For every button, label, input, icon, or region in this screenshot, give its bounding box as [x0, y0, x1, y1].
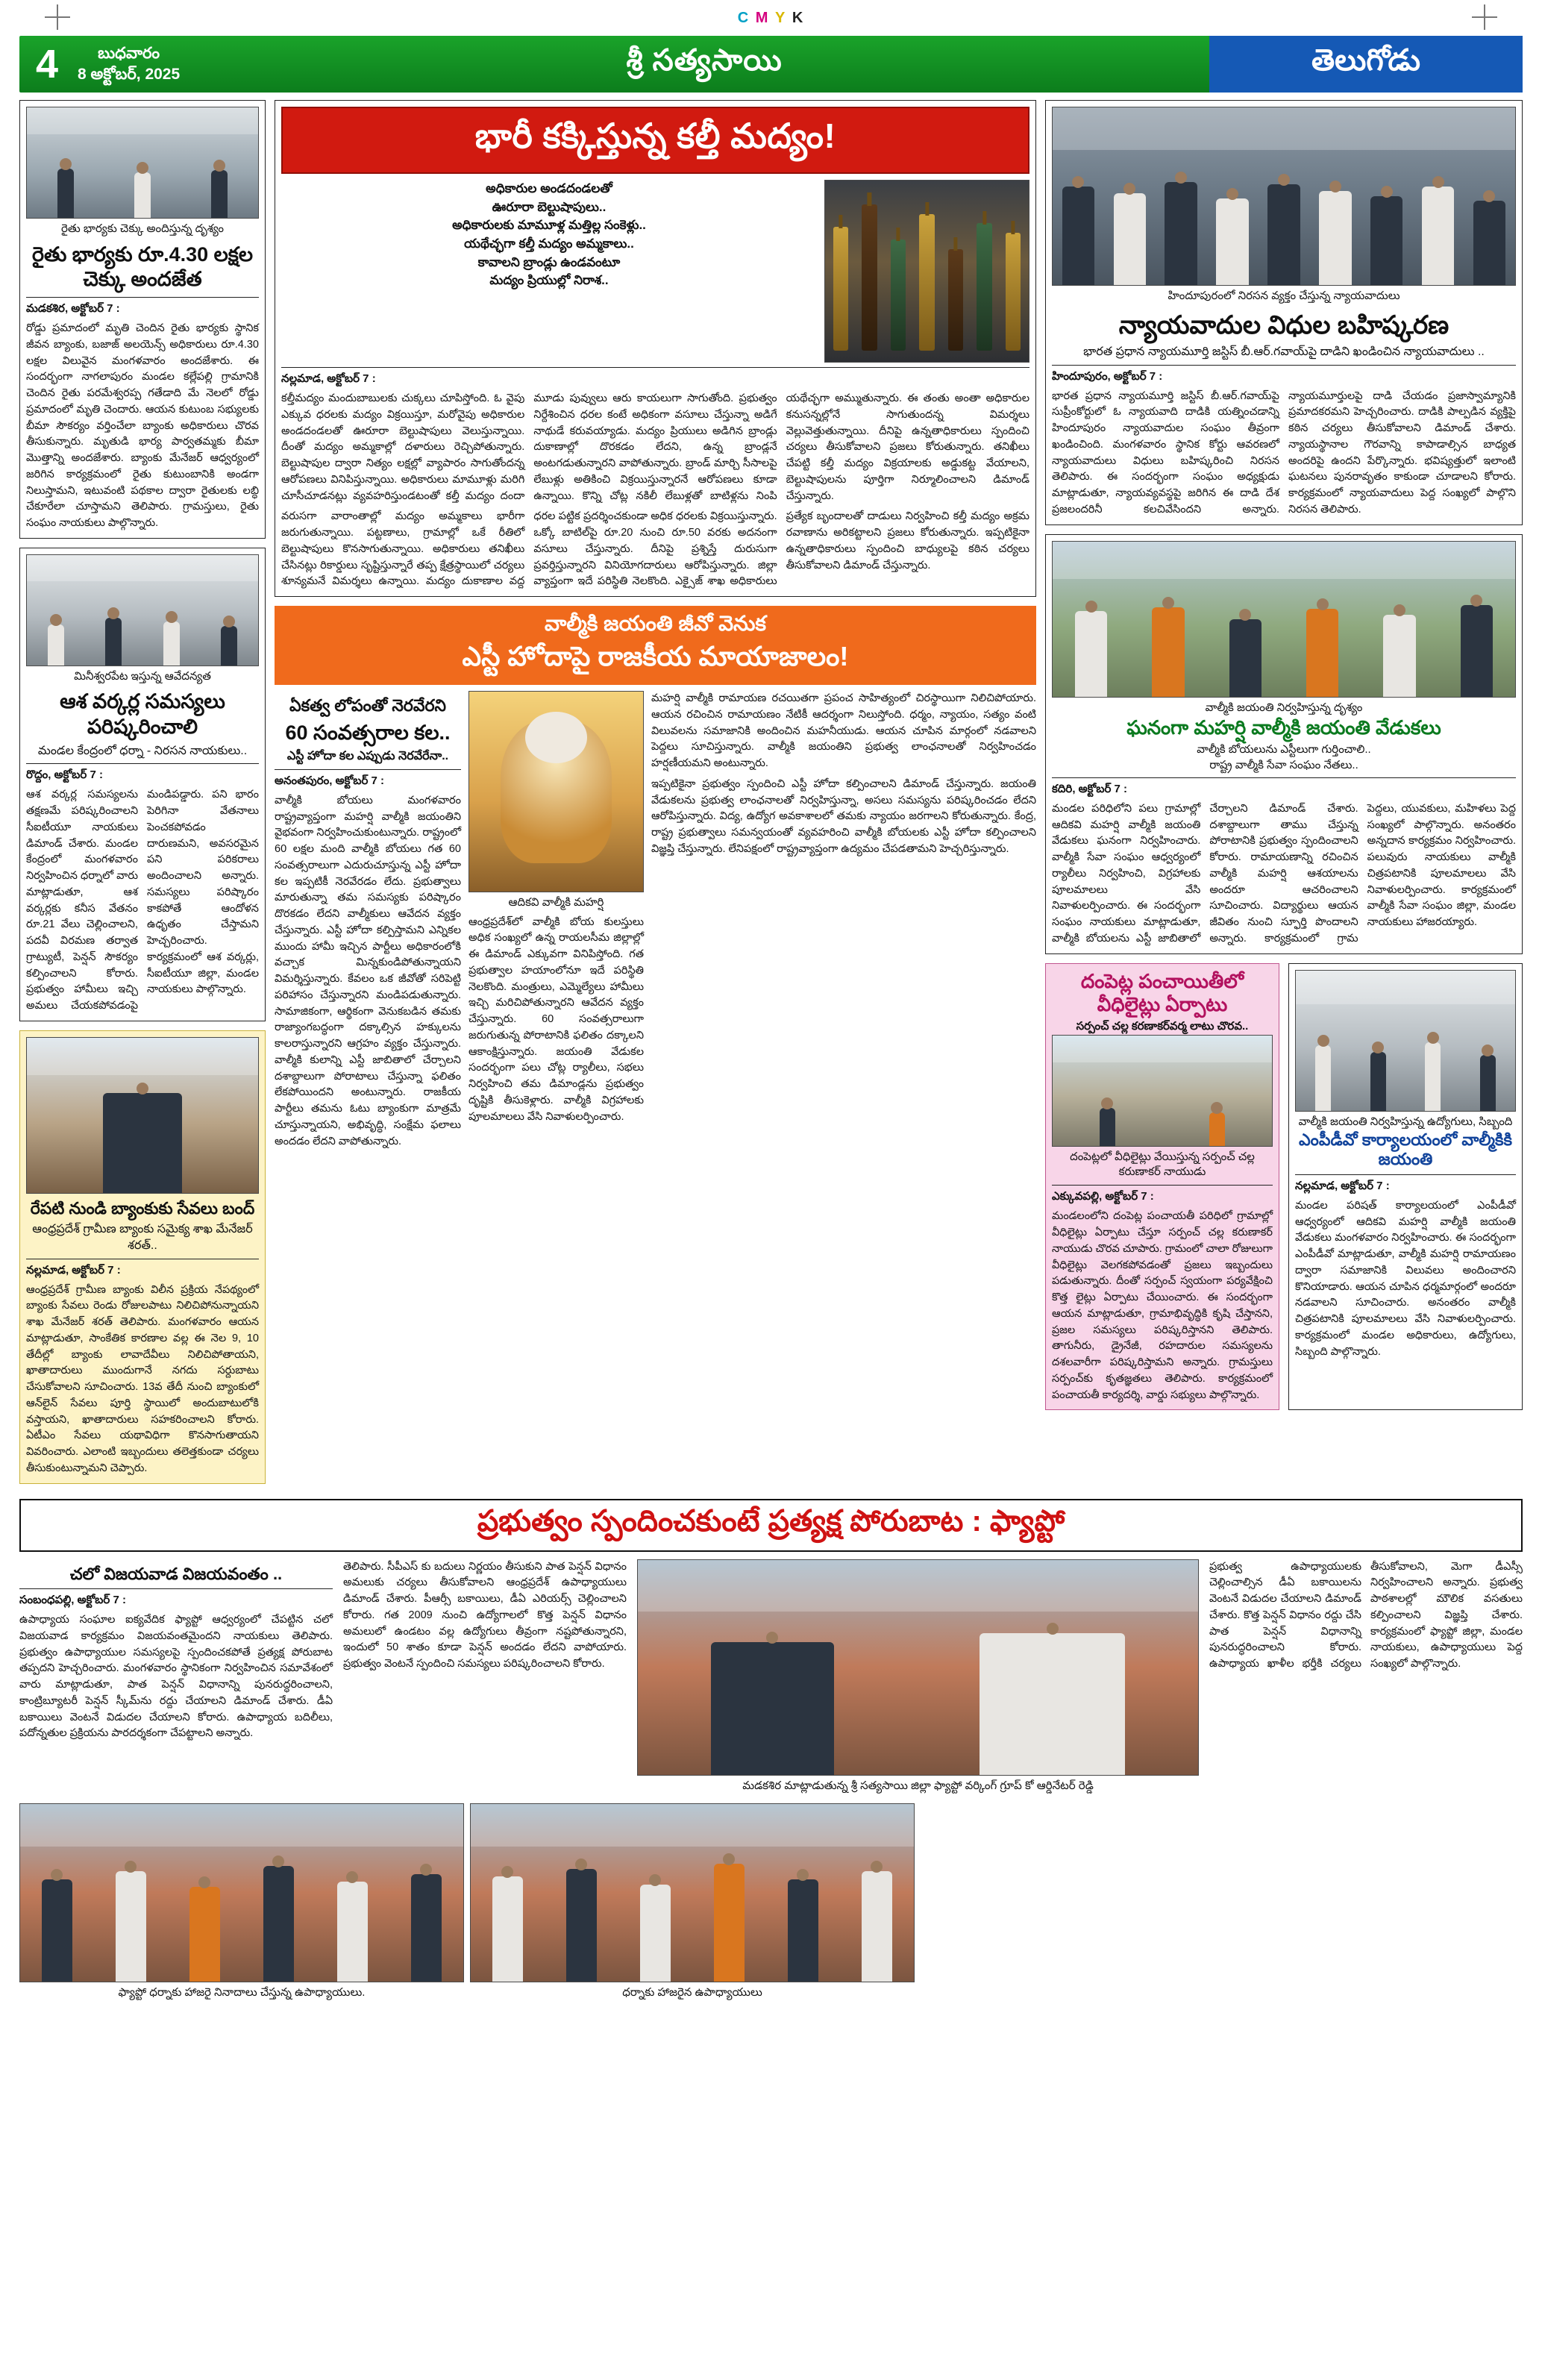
- body-text-continued: తెలిపారు. సీపీఎస్ కు బదులు నిర్ణయం తీసుకుని పాత పెన్షన్ విధానం అమలుకు చర్యలు తీసుకోవాలని ఆంధ్రప్రదేశ్ ఉపాధ్యాయులు డిమాండ్ చేశారు. పీఆర్సీ బకాయిలు, డీఏ ఎరియర్స్ చెల్లించాలని కోరారు. గత 2009 నుంచి ఉద్యోగాలలో కొత్త పెన్షన్ విధానం అమలులో ఉండటం వల్ల ఉద్యోగులు తీవ్రంగా నష్టపోతున్నారని, ఇందులో 50 శాతం కూడా పెన్షన్ అందడం లేదని వాపోయారు. ప్రభుత్వం వెంటనే స్పందించి సమస్యలు పరిష్కరించాలని కోరారు.: [343, 1560, 627, 1670]
- body-text-continued-2: ప్రభుత్వ ఉపాధ్యాయులకు చెల్లించాల్సిన డీఏ బకాయిలను వెంటనే విడుదల చేయాలని డిమాండ్ చేశారు. కొత్త పెన్షన్ విధానం రద్దు చేసి పాత పెన్షన్ విధానాన్ని పునరుద్ధరించాలని కోరారు. ఉపాధ్యాయ ఖాళీల భర్తీకి చర్యలు తీసుకోవాలని, మెగా డీఎస్సీ నిర్వహించాలని అన్నారు. ప్రభుత్వ పాఠశాలల్లో మౌలిక వసతులు కల్పించాలని విజ్ఞప్తి చేశారు. కార్యక్రమంలో ఫ్యాప్టో జిల్లా, మండల నాయకులు, ఉపాధ్యాయులు పెద్ద సంఖ్యలో పాల్గొన్నారు.: [1209, 1560, 1523, 1670]
- photo-valmiki-maharshi: [468, 691, 644, 892]
- body-text: వాల్మీకి బోయలు మంగళవారం రాష్ట్రవ్యాప్తంగా మహర్షి వాల్మీకి జయంతిని వైభవంగా నిర్వహించుకుంటున్నారు. రాష్ట్రంలో 60 లక్షల మంది వాల్మీకి బోయలు గత 60 సంవత్సరాలుగా ఎదురుచూస్తున్న ఎస్టీ హోదా కల ఇప్పటికీ నెరవేరడం లేదు. ప్రభుత్వాలు మారుతున్నా తమ సమస్యకు పరిష్కారం దొరకడం లేదని వాల్మీకులు ఆవేదన వ్యక్తం చేస్తున్నారు. ఎస్టీ హోదా కల్పిస్తామని ఎన్నికల ముందు హామీ ఇచ్చిన పార్టీలు అధికారంలోకి వచ్చాక మిన్నకుండిపోతున్నాయని విమర్శిస్తున్నారు. కేవలం ఒక జీవోతో సరిపెట్టి పరిహాసం చేస్తున్నారని మండిపడుతున్నారు. సామాజికంగా, ఆర్థికంగా వెనుకబడిన తమకు రాజ్యాంగబద్ధంగా దక్కాల్సిన హక్కులను కాలరాస్తున్నారని ఆగ్రహం వ్యక్తం చేస్తున్నారు. వాల్మీకి కులాన్ని ఎస్టీ జాబితాలో చేర్చాలని దశాబ్దాలుగా పోరాటాలు చేస్తున్నా ఫలితం లేకపోయిందని అంటున్నారు. రాజకీయ పార్టీలు తమను ఓటు బ్యాంకుగా మాత్రమే చూస్తున్నాయని, అభివృద్ధి, సంక్షేమ ఫలాలు అందడం లేదని వాపోతున్నారు.: [275, 794, 461, 1147]
- brand-logo: తెలుగోడు: [1209, 36, 1523, 93]
- center-column: [275, 100, 1036, 1484]
- photo-caption: దంపెట్లలో వీధిలైట్లు వేయిస్తున్న సర్పంచ్ చల్ల కరుణాకర్ నాయుడు: [1070, 1150, 1255, 1178]
- article-street-lights: [1045, 963, 1279, 1411]
- photo-bank-manager: [26, 1037, 259, 1194]
- byline: అనంతపురం, అక్టోబర్ 7 :: [275, 774, 385, 787]
- subhead-asha-workers: మండల కేంద్రంలో ధర్నా - నిరసన నాయకులు..: [37, 744, 248, 757]
- body-text: ఆశ వర్కర్ల సమస్యలను తక్షణమే పరిష్కరించాలని సీఐటీయూ నాయకులు డిమాండ్ చేశారు. మండల కేంద్రంలో మంగళవారం నిర్వహించిన ధర్నాలో వారు మాట్లాడుతూ, ఆశ వర్కర్లకు కనీస వేతనం రూ.21 వేలు చెల్లించాలని, పదవీ విరమణ తర్వాత గ్రాట్యుటీ, పెన్షన్ సౌకర్యం కల్పించాలని కోరారు. ప్రభుత్వం హామీలు ఇచ్చి అమలు చేయకపోవడంపై మండిపడ్డారు. పని భారం పెరిగినా వేతనాలు పెంచకపోవడం దారుణమని, అవసరమైన పని పరికరాలు అందించాలని అన్నారు. సమస్యలు పరిష్కారం కాకపోతే ఆందోళన ఉధృతం చేస్తామని హెచ్చరించారు. కార్యక్రమంలో ఆశ వర్కర్లు, సీఐటీయూ జిల్లా, మండల నాయకులు పాల్గొన్నారు.: [26, 789, 259, 1012]
- body-text-continued-2: ఇప్పటికైనా ప్రభుత్వం స్పందించి ఎస్టీ హోదా కల్పించాలని డిమాండ్ చేస్తున్నారు. జయంతి వేడుకలను ప్రభుత్వ లాంఛనాలతో నిర్వహిస్తున్నా, అసలు సమస్యను పరిష్కరించడం లేదని ఆరోపిస్తున్నారు. విద్య, ఉద్యోగ అవకాశాలలో తమకు న్యాయం జరగాలని కోరుతున్నారు. కేంద్ర, రాష్ట్ర ప్రభుత్వాలు సమన్వయంతో వ్యవహరించి వాల్మీకి బోయలకు ఎస్టీ హోదా కల్పించాలని విజ్ఞప్తి చేస్తున్నారు. లేనిపక్షంలో రాష్ట్రవ్యాప్తంగా ఉద్యమం చేపడతామని హెచ్చరిస్తున్నారు.: [651, 777, 1036, 855]
- subhead-spurious-liquor: అధికారుల అండదండలతో ఊరూరా బెల్టుషాపులు.. అధికారులకు మామూళ్ల మత్తిల్ల సంకెళ్లు.. యథేచ్ఛగా కల్తీ మద్యం అమ్మకాలు.. కావాలని బ్రాండ్లు ఉండవంటూ మద్యం ప్రియుల్లో నిరాశ..: [452, 181, 646, 288]
- subhead-fapto: చలో విజయవాడ విజయవంతం ..: [69, 1564, 283, 1583]
- body-text: మండల పరిధిలోని పలు గ్రామాల్లో ఆదికవి మహర్షి వాల్మీకి జయంతి వేడుకలు ఘనంగా నిర్వహించారు. వాల్మీకి సేవా సంఘం ఆధ్వర్యంలో ర్యాలీలు నిర్వహించి, విగ్రహాలకు పూలమాలలు వేసి నివాళులర్పించారు. ఈ సందర్భంగా సంఘం నాయకులు మాట్లాడుతూ, వాల్మీకి బోయలను ఎస్టీ జాబితాలో చేర్చాలని డిమాండ్ చేశారు. దశాబ్దాలుగా తాము చేస్తున్న పోరాటానికి ప్రభుత్వం స్పందించాలని కోరారు. రామాయణాన్ని రచించిన వాల్మీకి మహర్షి ఆశయాలను అందరూ ఆచరించాలని సూచించారు. విద్యార్థులు ఆయన జీవితం నుంచి స్ఫూర్తి పొందాలని అన్నారు. కార్యక్రమంలో గ్రామ పెద్దలు, యువకులు, మహిళలు పెద్ద సంఖ్యలో పాల్గొన్నారు. అనంతరం అన్నదాన కార్యక్రమం నిర్వహించారు. పలువురు నాయకులు వాల్మీకి చిత్రపటానికి పూలమాలలు వేసి నివాళులర్పించారు. కార్యక్రమంలో వాల్మీకి సేవా సంఘం జిల్లా, మండల నాయకులు హాజరయ్యారు.: [1052, 802, 1516, 945]
- headline-lawyers-boycott: న్యాయవాదుల విధుల బహిష్కరణ: [1118, 310, 1449, 339]
- article-valmiki-st-status: [275, 606, 1036, 1150]
- body-sidebar-text: మహర్షి వాల్మీకి రామాయణ రచయితగా ప్రపంచ సాహిత్యంలో చిరస్థాయిగా నిలిచిపోయారు. ఆయన రచించిన రామాయణం నేటికీ ఆదర్శంగా నిలుస్తోంది. ధర్మం, న్యాయం, సత్యం వంటి విలువలను సమాజానికి అందించిన మహనీయుడు. ఆయన చూపిన మార్గంలో నడవాలని పెద్దలు సూచిస్తున్నారు. వాల్మీకి జయంతిని ప్రభుత్వ లాంఛనాలతో నిర్వహించడం హర్షణీయమని అంటున్నారు.: [651, 692, 1036, 769]
- body-text: రోడ్డు ప్రమాదంలో మృతి చెందిన రైతు భార్యకు స్థానిక జీవన బ్యాంకు, బజాజ్ అలయెన్స్ అధికారులు రూ.4.30 లక్షల విలువైన మంగళవారం అందజేశారు. ఈ సందర్భంగా నాగలాపురం మండల కల్లేపల్లి గ్రామానికి చెందిన రైతు పరమేశ్వరప్ప గతేడాది మే నెలలో రోడ్డు ప్రమాదంలో మృతి చెందారు. ఆయన కుటుంబ సభ్యులకు బీమా సౌకర్యం వర్తించేలా బ్యాంకు అధికారులు చొరవ తీసుకున్నారు. మృతుడి భార్య పార్వతమ్మకు బీమా మొత్తాన్ని అందజేశారు. బ్యాంకు మేనేజర్ ఆధ్వర్యంలో జరిగిన కార్యక్రమంలో రైతు కుటుంబానికి అండగా నిలుస్తామని, ఇటువంటి పథకాల ద్వారా రైతులకు లబ్ధి చేకూరేలా చూస్తామని తెలిపారు. గ్రామస్తులు, రైతు సంఘం నాయకులు పాల్గొన్నారు.: [26, 322, 259, 529]
- body-text: ఉపాధ్యాయ సంఘాల ఐక్యవేదిక ఫ్యాప్టో ఆధ్వర్యంలో చేపట్టిన చలో విజయవాడ కార్యక్రమం విజయవంతమైందని నాయకులు తెలిపారు. ప్రభుత్వం ఉపాధ్యాయుల సమస్యలపై స్పందించకపోతే ప్రత్యక్ష పోరుబాట తప్పదని హెచ్చరించారు. మంగళవారం స్థానికంగా నిర్వహించిన సమావేశంలో వారు మాట్లాడుతూ, పాత పెన్షన్ విధానాన్ని పునరుద్ధరించాలని, కాంట్రిబ్యూటరీ పెన్షన్ స్కీమ్‌ను రద్దు చేయాలని డిమాండ్ చేశారు. డీఏ బకాయిలు వెంటనే విడుదల చేయాలని కోరారు. ఉపాధ్యాయ బదిలీలు, పదోన్నతుల ప్రక్రియను పారదర్శకంగా చేపట్టాలని అన్నారు.: [19, 1614, 333, 1740]
- photo-caption: మినీశ్వరపేట ఇస్తున్న ఆవేదన్యత: [74, 669, 211, 683]
- cmyk-m: M: [755, 9, 770, 26]
- masthead: [19, 36, 1523, 93]
- photo-farmer-cheque: [26, 107, 259, 219]
- photo-street-lights: [1052, 1035, 1273, 1147]
- subhead-bank-services: ఆంధ్రప్రదేశ్ గ్రామీణ బ్యాంకు సమైక్య శాఖ మేనేజర్ శరత్..: [32, 1223, 253, 1252]
- photo-fapto-dharna-2: [470, 1803, 915, 1982]
- photo-liquor-bottles: [824, 180, 1029, 363]
- photo-fapto-speaker: [637, 1559, 1199, 1776]
- article-asha-workers: [19, 548, 266, 1021]
- headline-bank-services: రేపటి నుండి బ్యాంకుకు సేవలు బంద్: [30, 1198, 255, 1218]
- article-spurious-liquor: [275, 100, 1036, 597]
- headline-valmiki-jayanti: ఘనంగా మహర్షి వాల్మీకి జయంతి వేడుకలు: [1126, 716, 1441, 739]
- body-text: భారత ప్రధాన న్యాయమూర్తి జస్టిస్ బీ.ఆర్.గవాయ్‌పై సుప్రీంకోర్టులో ఓ న్యాయవాది దాడికి యత్నించడాన్ని హిందూపురం న్యాయవాదుల సంఘం తీవ్రంగా ఖండించింది. మంగళవారం స్థానిక కోర్టు ఆవరణలో న్యాయవాదులు విధులు బహిష్కరించి నిరసన తెలిపారు. ఈ సందర్భంగా సంఘం అధ్యక్షుడు మాట్లాడుతూ, న్యాయవ్యవస్థపై జరిగిన ఈ దాడి దేశ ప్రజలందరినీ కలచివేసిందని అన్నారు. న్యాయమూర్తులపై దాడి చేయడం ప్రజాస్వామ్యానికి ప్రమాదకరమని హెచ్చరించారు. దాడికి పాల్పడిన వ్యక్తిపై కఠిన చర్యలు తీసుకోవాలని డిమాండ్ చేశారు. న్యాయస్థానాల గౌరవాన్ని కాపాడాల్సిన బాధ్యత అందరిపై ఉందని పేర్కొన్నారు. భవిష్యత్తులో ఇలాంటి ఘటనలు పునరావృతం కాకుండా చూడాలని కోరారు. కార్యక్రమంలో న్యాయవాదులు పెద్ద సంఖ్యలో పాల్గొని నిరసన తెలిపారు.: [1052, 389, 1516, 516]
- banner-valmiki-jayanti: వాల్మీకి జయంతి జీవో వెనుక ఎస్టీ హోదాపై రాజకీయ మాయాజాలం!: [275, 606, 1036, 685]
- article-lawyers-boycott: [1045, 100, 1523, 525]
- cmyk-k: K: [792, 9, 805, 26]
- photo-caption: ధర్నాకు హాజరైన ఉపాధ్యాయులు: [622, 1986, 762, 1999]
- fapto-col-3: [1209, 1559, 1523, 1795]
- byline: నల్లమాడ, అక్టోబర్ 7 :: [26, 1263, 121, 1277]
- registration-mark-right: [1472, 4, 1497, 30]
- page-grid: [19, 100, 1523, 1484]
- photo-caption: మడకశిర మాట్లాడుతున్న శ్రీ సత్యసాయి జిల్లా ఫ్యాప్టో వర్కింగ్ గ్రూప్ కో ఆర్డినేటర్ రెడ్డి: [742, 1779, 1094, 1792]
- fapto-photo-row: [19, 1803, 915, 2002]
- subhead-lawyers-boycott: భారత ప్రధాన న్యాయమూర్తి జస్టిస్ బీ.ఆర్.గవాయ్‌పై దాడిని ఖండించిన న్యాయవాదులు ..: [1083, 345, 1485, 358]
- byline: రొద్దం, అక్టోబర్ 7 :: [26, 768, 103, 782]
- body-text-continued: వరుసగా వారాంతాల్లో మద్యం అమ్మకాలు భారీగా జరుగుతున్నాయి. పట్టణాలు, గ్రామాల్లో ఒకే రీతిలో బెల్టుషాపులు కొనసాగుతున్నాయి. అధికారులు తనిఖీలు చేసినట్లు రికార్డులు సృష్టిస్తున్నారే తప్ప క్షేత్రస్థాయిలో చర్యలు శూన్యమనే విమర్శలు ఉన్నాయి. మద్యం దుకాణాల వద్ద ధరల పట్టిక ప్రదర్శించకుండా అధిక ధరలకు విక్రయిస్తున్నారు. ఒక్కో బాటిల్‌పై రూ.20 నుంచి రూ.50 వరకు అదనంగా వసూలు చేస్తున్నారు. దీనిపై ప్రశ్నిస్తే దురుసుగా ప్రవర్తిస్తున్నారని వినియోగదారులు ఆరోపిస్తున్నారు. జిల్లా వ్యాప్తంగా ఇదే పరిస్థితి నెలకొంది. ఎక్సైజ్ శాఖ అధికారులు ప్రత్యేక బృందాలతో దాడులు నిర్వహించి కల్తీ మద్యం అక్రమ రవాణాను అరికట్టాలని ప్రజలు కోరుతున్నారు. ఇప్పటికైనా ఉన్నతాధికారులు స్పందించి బాధ్యులపై కఠిన చర్యలు తీసుకోవాలని డిమాండ్ చేస్తున్నారు.: [281, 510, 1029, 588]
- fapto-photo-2-wrap: [470, 1803, 915, 2002]
- photo-caption: రైతు భార్యకు చెక్కు అందిస్తున్న దృశ్యం: [60, 222, 225, 235]
- cmyk-c: C: [737, 9, 750, 26]
- subhead-street-lights: సర్పంచ్ చల్ల కరణాకర్‌వర్మ లాటు చొరవ..: [1076, 1019, 1249, 1033]
- cmyk-marks: [738, 10, 805, 27]
- body-text-continued: ఆంధ్రప్రదేశ్‌లో వాల్మీకి బోయ కులస్తులు అధిక సంఖ్యలో ఉన్న రాయలసీమ జిల్లాల్లో ఈ డిమాండ్ ఎక్కువగా వినిపిస్తోంది. గత ప్రభుత్వాల హయాంలోనూ ఇదే పరిస్థితి నెలకొంది. మంత్రులు, ఎమ్మెల్యేలు హామీలు ఇచ్చి మరిచిపోతున్నారని ఆవేదన వ్యక్తం చేస్తున్నారు. 60 సంవత్సరాలుగా జరుగుతున్న పోరాటానికి ఫలితం దక్కాలని ఆకాంక్షిస్తున్నారు. జయంతి వేడుకల సందర్భంగా పలు చోట్ల ర్యాలీలు, సభలు నిర్వహించి తమ డిమాండ్లను ప్రభుత్వం దృష్టికి తీసుకెళ్లారు. వాల్మీకి విగ్రహాలకు పూలమాలలు వేసి నివాళులర్పించారు.: [468, 915, 644, 1123]
- article-fapto-protest: [19, 1499, 1523, 2002]
- cmyk-y: Y: [774, 9, 787, 26]
- right-column: [1045, 100, 1523, 1484]
- headline-farmer-cheque: రైతు భార్యకు రూ.4.30 లక్షల చెక్కు అందజేత: [31, 242, 254, 291]
- date-block: [78, 43, 199, 86]
- body-text: మండలంలోని దంపెట్ల పంచాయతీ పరిధిలో గ్రామాల్లో వీధిలైట్లు ఏర్పాటు చేస్తూ సర్పంచ్ చల్ల కరుణాకర్ నాయుడు చొరవ చూపారు. గ్రామంలో చాలా రోజులుగా వీధిలైట్లు వెలగకపోవడంతో ప్రజలు ఇబ్బందులు పడుతున్నారు. దీంతో సర్పంచ్ స్వయంగా పర్యవేక్షించి కొత్త లైట్లు ఏర్పాటు చేయించారు. ఈ సందర్భంగా ఆయన మాట్లాడుతూ, గ్రామాభివృద్ధికి కృషి చేస్తానని, ప్రజల సమస్యలు పరిష్కరిస్తానని తెలిపారు. తాగునీరు, డ్రైనేజీ, రహదారుల సమస్యలను దశలవారీగా పరిష్కరిస్తామని అన్నారు. గ్రామస్తులు సర్పంచ్‌కు కృతజ్ఞతలు తెలిపారు. కార్యక్రమంలో పంచాయతీ కార్యదర్శి, వార్డు సభ్యులు పాల్గొన్నారు.: [1052, 1210, 1273, 1401]
- lead-line-1: ఏకత్వ లోపంతో నెరవేరని: [289, 696, 446, 715]
- registration-bar: [0, 0, 1542, 36]
- lead-line-2: 60 సంవత్సరాల కల..: [285, 721, 451, 744]
- article-farmer-cheque: [19, 100, 266, 539]
- byline: హిందూపురం, అక్టోబర్ 7 :: [1052, 369, 1163, 383]
- masthead-day: బుధవారం: [98, 44, 160, 62]
- body-text: మండల పరిషత్ కార్యాలయంలో ఎంపీడీవో ఆధ్వర్యంలో ఆదికవి మహర్షి వాల్మీకి జయంతి వేడుకలు మంగళవారం నిర్వహించారు. ఈ సందర్భంగా ఎంపీడీవో మాట్లాడుతూ, వాల్మీకి మహర్షి రామాయణం ద్వారా సమాజానికి విలువలు అందించారని కొనియాడారు. ఆయన చూపిన ధర్మమార్గంలో అందరూ నడవాలని సూచించారు. అనంతరం వాల్మీకి చిత్రపటానికి పూలమాలలు వేసి నివాళులర్పించారు. కార్యక్రమంలో మండల అధికారులు, ఉద్యోగులు, సిబ్బంది పాల్గొన్నారు.: [1295, 1199, 1516, 1358]
- byline: ఎక్కువపల్లి, అక్టోబర్ 7 :: [1052, 1190, 1154, 1203]
- byline: మడకశిర, అక్టోబర్ 7 :: [26, 302, 120, 315]
- byline: సంబంధపల్లి, అక్టోబర్ 7 :: [19, 1594, 126, 1607]
- masthead-date: 8 అక్టోబర్, 2025: [78, 66, 181, 83]
- fapto-col-2: [343, 1559, 627, 1795]
- lead-line-3: ఎస్టీ హోదా కల ఎప్పుడు నెరవేరేనా..: [286, 750, 449, 763]
- body-text: ఆంధ్రప్రదేశ్ గ్రామీణ బ్యాంకు విలీన ప్రక్రియ నేపథ్యంలో బ్యాంకు సేవలు రెండు రోజులపాటు నిలిచిపోనున్నాయని శాఖ మేనేజర్ శరత్ తెలిపారు. మంగళవారం ఆయన మాట్లాడుతూ, సాంకేతిక కారణాల వల్ల ఈ నెల 9, 10 తేదీల్లో బ్యాంకు లావాదేవీలు నిలిచిపోతాయని, ఖాతాదారులు ముందుగానే నగదు సర్దుబాటు చేసుకోవాలని సూచించారు. 13వ తేదీ నుంచి బ్యాంకులో ఆన్‌లైన్ సేవలు పూర్తి స్థాయిలో అందుబాటులోకి వస్తాయని, ఖాతాదారులు సహకరించాలని కోరారు. ఏటీఎం సేవలు యథావిధిగా కొనసాగుతాయని వివరించారు. ఎలాంటి ఇబ్బందులు తలెత్తకుండా చర్యలు తీసుకుంటున్నామని చెప్పారు.: [26, 1283, 259, 1474]
- byline: నల్లమాడ, అక్టోబర్ 7 :: [1295, 1179, 1390, 1192]
- photo-asha-meeting: [26, 554, 259, 666]
- page-number: 4: [36, 42, 59, 87]
- article-valmiki-jayanti-celebration: [1045, 534, 1523, 954]
- byline: కదిరి, అక్టోబర్ 7 :: [1052, 782, 1128, 795]
- photo-caption: హిందూపురంలో నిరసన వ్యక్తం చేస్తున్న న్యాయవాదులు: [1168, 289, 1400, 302]
- photo-caption: వాల్మీకి జయంతి నిర్వహిస్తున్న దృశ్యం: [1205, 701, 1363, 714]
- photo-caption: ఆదికవి వాల్మీకి మహర్షి: [508, 896, 604, 909]
- article-mpdo-valmiki: [1288, 963, 1523, 1411]
- fapto-photo-1-wrap: [19, 1803, 464, 2002]
- headline-mpdo-valmiki: ఎంపీడీవో కార్యాలయంలో వాల్మీకికి జయంతి: [1299, 1130, 1512, 1169]
- fapto-col-1: [19, 1559, 333, 1795]
- edition-title: శ్రీ సత్యసాయి: [626, 43, 783, 77]
- photo-lawyers-protest: [1052, 107, 1516, 286]
- article-bank-services: [19, 1030, 266, 1484]
- subhead-valmiki-jayanti: వాల్మీకి బోయలును ఎస్టీలుగా గుర్తించాలి.. రాష్ట్ర వాల్మీకి సేవా సంఘం నేతలు..: [1197, 743, 1371, 771]
- registration-mark-left: [45, 4, 70, 30]
- photo-valmiki-jayanti: [1052, 541, 1516, 698]
- photo-caption: వాల్మీకి జయంతి నిర్వహిస్తున్న ఉద్యోగులు, సిబ్బంది: [1298, 1115, 1513, 1128]
- headline-street-lights: దంపెట్ల పంచాయితీలో వీధిలైట్లు ఏర్పాటు: [1080, 969, 1244, 1015]
- headline-asha-workers: ఆశ వర్కర్ల సమస్యలు పరిష్కరించాలి: [60, 690, 225, 738]
- banner-fapto: ప్రభుత్వం స్పందించకుంటే ప్రత్యక్ష పోరుబాట : ఫ్యాప్టో: [19, 1499, 1523, 1552]
- photo-mpdo-office: [1295, 970, 1516, 1112]
- photo-caption: ఫ్యాప్టో ధర్నాకు హాజరై నినాదాలు చేస్తున్న ఉపాధ్యాయులు.: [118, 1986, 366, 1999]
- body-text: కల్తీమద్యం మందుబాబులకు చుక్కలు చూపిస్తోంది. ఓ వైపు ఎక్కువ ధరలకు మద్యం విక్రయిస్తూ, మరోవైపు అధికారుల అండదండలతో ఊరూరా బెల్టుషాపులు వెలుస్తున్నాయి. దీంతో మద్యం అమ్మకాల్లో దళారులు రెచ్చిపోతున్నారు. బెల్టుషాపుల ద్వారా నిత్యం లక్షల్లో వ్యాపారం సాగుతోందన్న ఆరోపణలు వినిపిస్తున్నాయి. అధికారులు మామూళ్లు మరిగి చూసీచూడనట్లు వ్యవహరిస్తుండటంతో కల్తీ మద్యం దందా మూడు పువ్వులు ఆరు కాయలుగా సాగుతోంది. ప్రభుత్వం నిర్దేశించిన ధరల కంటే అధికంగా వసూలు చేస్తున్నా అడిగే నాథుడే కరువయ్యాడు. మద్యం ప్రియులు అడిగిన బ్రాండ్లు దుకాణాల్లో దొరకడం లేదని, ఉన్న బ్రాండ్లనే అంటగడుతున్నారని వాపోతున్నారు. బ్రాండ్ మార్చి సీసాలపై లేబుళ్లు అతికించి విక్రయిస్తున్నారనే ఆరోపణలు కూడా ఉన్నాయి. కొన్ని చోట్ల నకిలీ లేబుళ్లతో బాటిళ్లను నింపి యథేచ్ఛగా అమ్ముతున్నారు. ఈ తంతు అంతా అధికారుల కనుసన్నల్లోనే సాగుతుందన్న విమర్శలు వెల్లువెత్తుతున్నాయి. దీనిపై ఉన్నతాధికారులు స్పందించి చర్యలు తీసుకోవాలని ప్రజలు కోరుతున్నారు. తనిఖీలు చేపట్టి కల్తీ మద్యం విక్రయాలకు అడ్డుకట్ట వేయాలని, బెల్టుషాపులను పూర్తిగా నిర్మూలించాలని డిమాండ్ చేస్తున్నారు.: [281, 392, 1029, 502]
- banner-spurious-liquor: భారీ కక్కిస్తున్న కల్తీ మద్యం!: [281, 107, 1029, 174]
- byline: నల్లమాడ, అక్టోబర్ 7 :: [281, 372, 376, 385]
- fapto-col-photo: [637, 1559, 1199, 1795]
- left-column: [19, 100, 266, 1484]
- right-lower-grid: [1045, 963, 1523, 1411]
- photo-fapto-dharna-1: [19, 1803, 464, 1982]
